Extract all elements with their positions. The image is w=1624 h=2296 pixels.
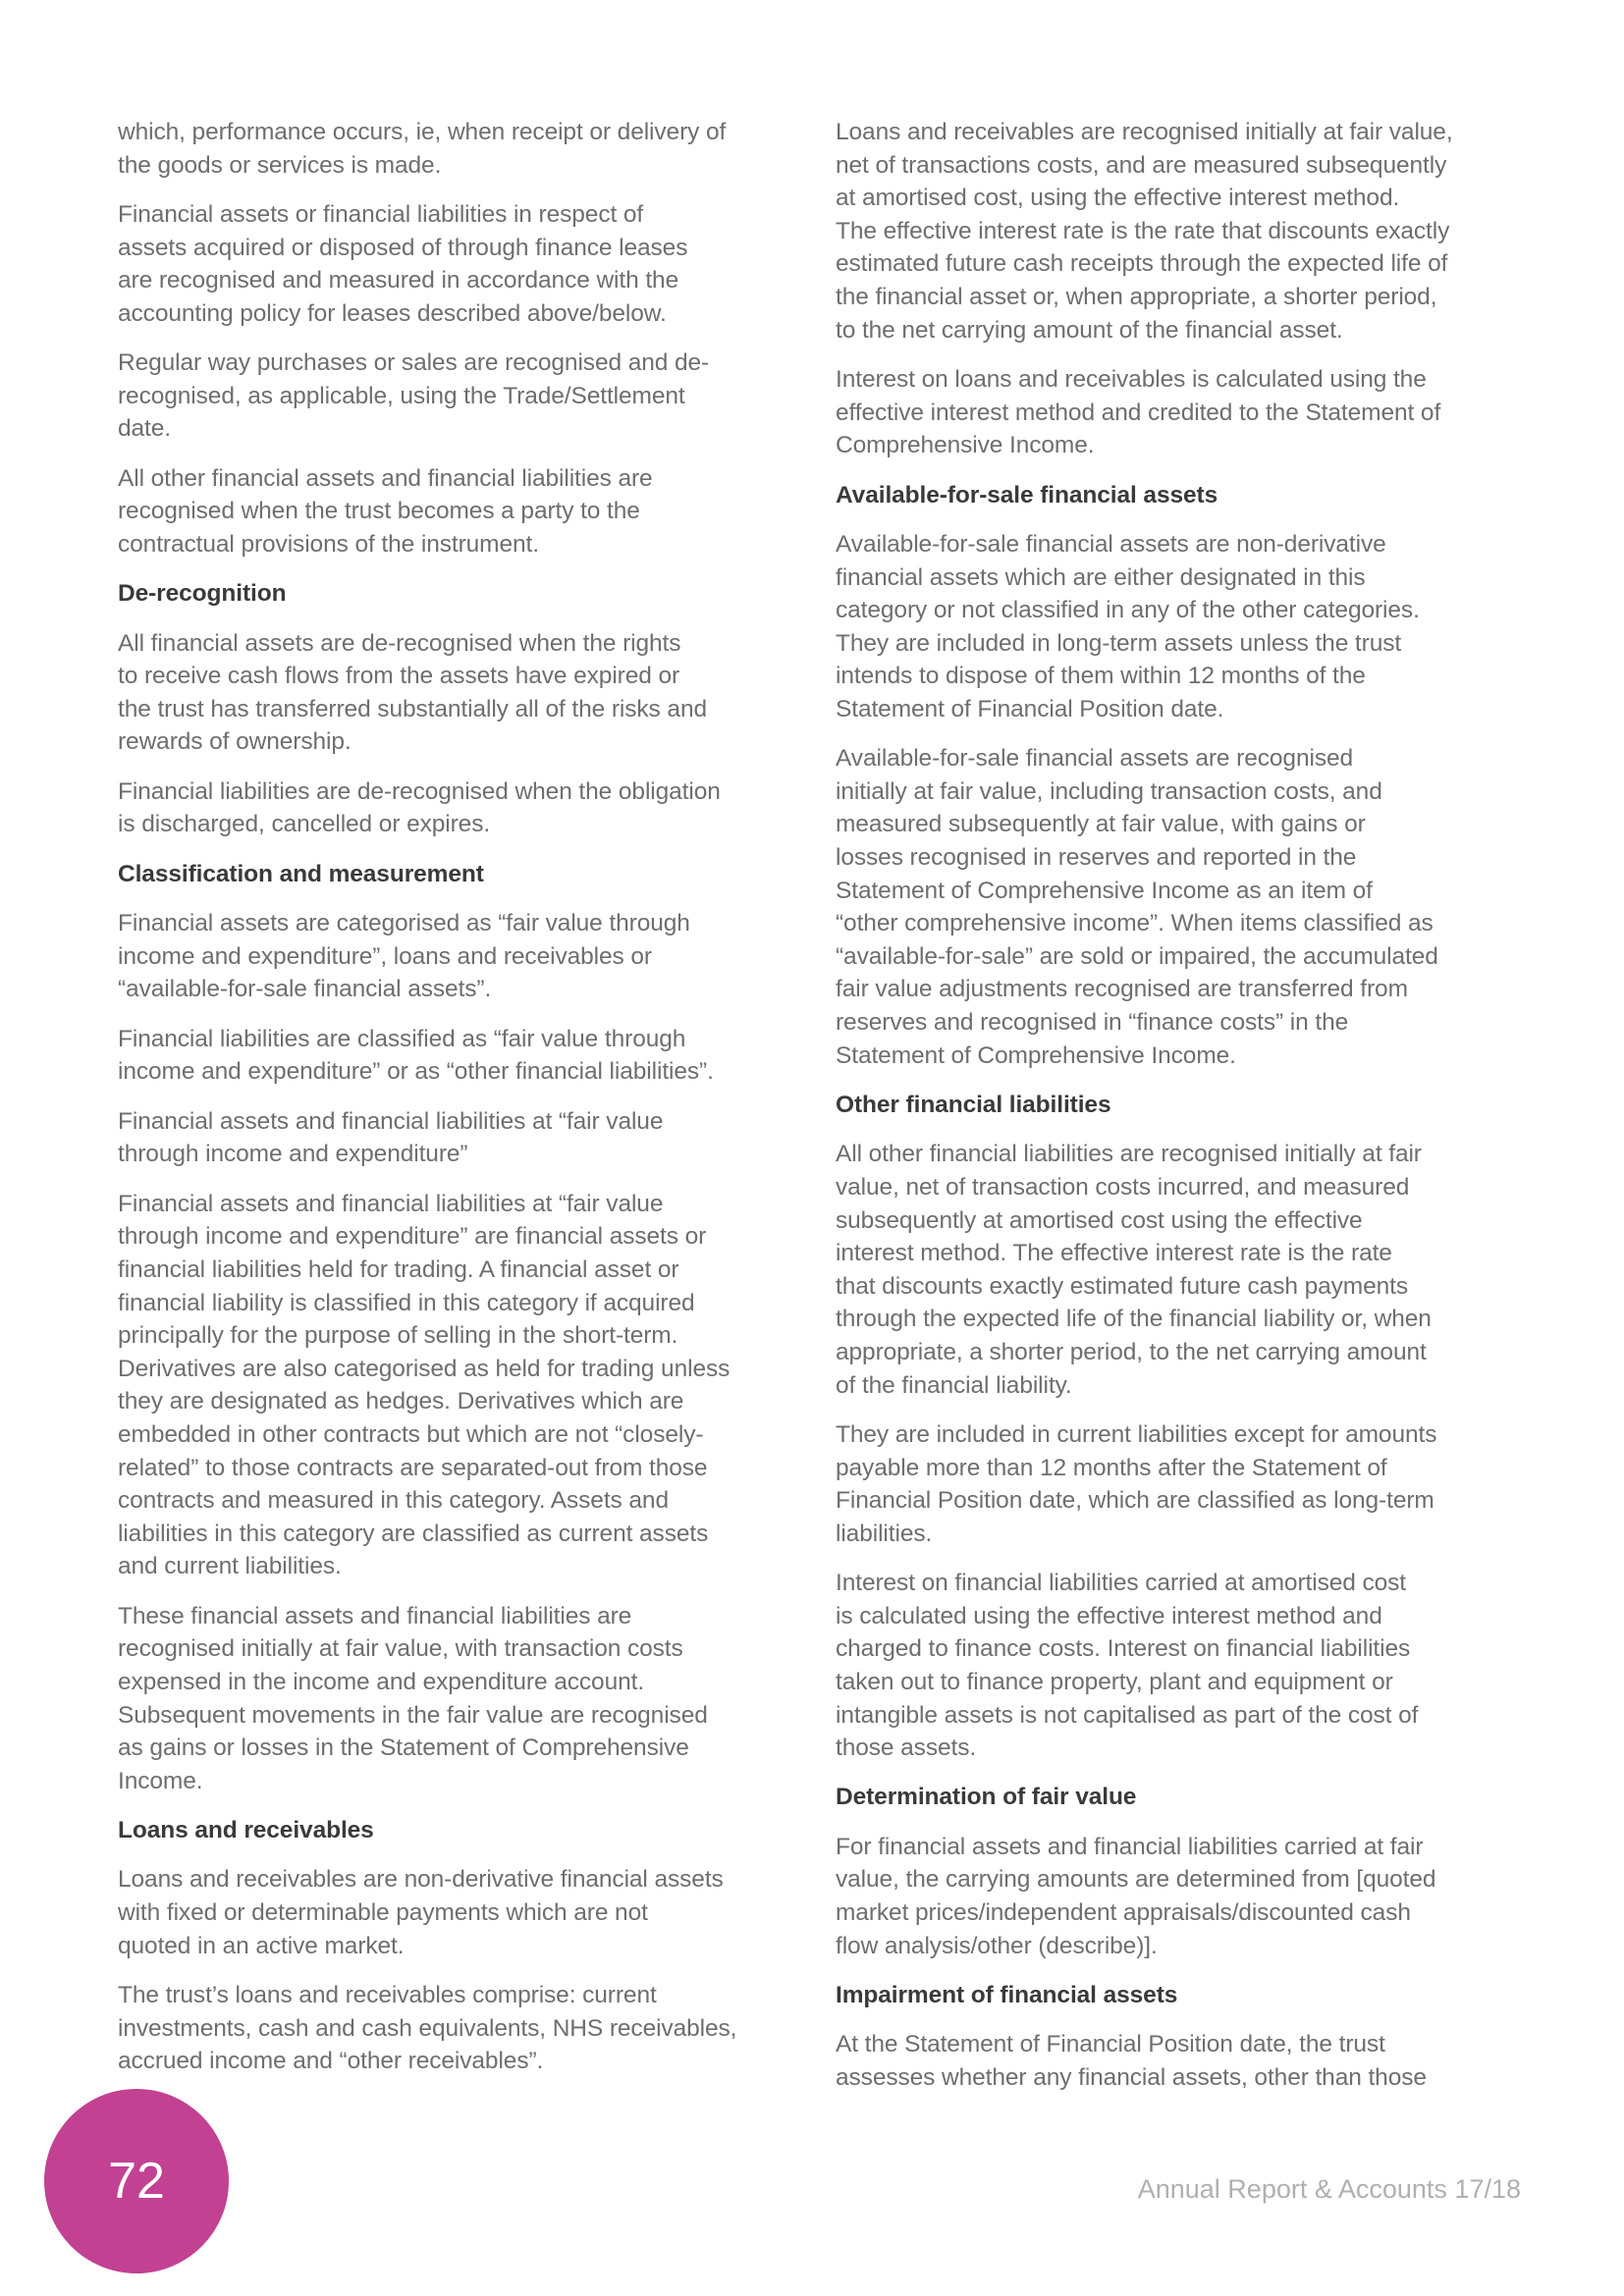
text-line: Financial Position date, which are classified as long-term	[836, 1487, 1435, 1515]
text-line: Subsequent movements in the fair value are recognised	[118, 1701, 708, 1729]
paragraph	[836, 116, 1543, 347]
text-line: which, performance occurs, ie, when receipt or delivery of	[118, 119, 727, 145]
text-line: accounting policy for leases described above/below.	[118, 299, 667, 327]
text-line: is calculated using the effective interest method and	[836, 1602, 1382, 1629]
text-line: payable more than 12 months after the Statement of	[836, 1454, 1387, 1481]
paragraph	[118, 1979, 825, 2078]
text-line: and current liabilities.	[118, 1553, 342, 1580]
right-column	[836, 116, 1543, 2110]
text-line: income and expenditure”, loans and receivables or	[118, 942, 652, 970]
text-line: financial liability is classified in this category if acquired	[118, 1289, 695, 1316]
text-line: contractual provisions of the instrument.	[118, 530, 539, 558]
text-line: financial liabilities held for trading. A financial asset or	[118, 1255, 679, 1283]
text-line: appropriate, a shorter period, to the net carrying amount	[836, 1338, 1427, 1365]
text-line: is discharged, cancelled or expires.	[118, 811, 491, 838]
text-line: “other comprehensive income”. When items classified as	[836, 910, 1434, 937]
paragraph	[836, 2028, 1543, 2094]
section-heading	[118, 858, 825, 891]
paragraph	[118, 116, 825, 182]
text-line: assesses whether any financial assets, other than those	[836, 2064, 1427, 2092]
text-line: The trust’s loans and receivables comprise: current	[118, 1982, 657, 2009]
text-line: Financial liabilities are de-recognised when the obligation	[118, 777, 721, 805]
text-line: of the financial liability.	[836, 1371, 1072, 1399]
text-line: are recognised and measured in accordance with the	[118, 267, 679, 294]
text-line: De-recognition	[118, 580, 287, 608]
text-line: liabilities in this category are classified as current assets	[118, 1520, 709, 1547]
text-line: at amortised cost, using the effective interest method.	[836, 185, 1400, 212]
section-heading	[118, 1814, 825, 1847]
text-line: date.	[118, 415, 171, 443]
text-line: Financial assets and financial liabilities at “fair value	[118, 1107, 664, 1135]
text-line: Loans and receivables are recognised initially at fair value,	[836, 119, 1453, 145]
text-line: flow analysis/other (describe)].	[836, 1932, 1158, 1959]
paragraph	[836, 528, 1543, 726]
text-line: Loans and receivables are non-derivative financial assets	[118, 1866, 724, 1894]
text-line: effective interest method and credited to the Statement of	[836, 399, 1441, 426]
text-line: liabilities.	[836, 1520, 933, 1547]
text-line: estimated future cash receipts through the expected life of	[836, 250, 1448, 278]
section-heading	[836, 1979, 1543, 2012]
paragraph	[118, 775, 825, 841]
paragraph	[118, 627, 825, 759]
text-line: the goods or services is made.	[118, 151, 442, 179]
text-line: intends to dispose of them within 12 months of the	[836, 663, 1366, 690]
text-line: rewards of ownership.	[118, 728, 352, 756]
text-line: accrued income and “other receivables”.	[118, 2048, 544, 2075]
text-line: quoted in an active market.	[118, 1932, 405, 1959]
text-line: Financial liabilities are classified as “fair value through	[118, 1025, 686, 1052]
text-line: Regular way purchases or sales are recognised and de-	[118, 349, 710, 377]
text-line: with fixed or determinable payments which are not	[118, 1899, 648, 1927]
paragraph	[118, 462, 825, 561]
text-line: embedded in other contracts but which are not “closely-	[118, 1420, 704, 1448]
text-line: Interest on loans and receivables is calculated using the	[836, 365, 1427, 393]
paragraph	[118, 1105, 825, 1171]
paragraph	[836, 1567, 1543, 1765]
text-line: investments, cash and cash equivalents, NHS receivables,	[118, 2014, 737, 2042]
text-line: contracts and measured in this category. Assets and	[118, 1487, 669, 1515]
text-line: “available-for-sale” are sold or impaired, the accumulated	[836, 942, 1438, 970]
left-column	[118, 116, 825, 2095]
section-heading	[836, 1781, 1543, 1814]
text-line: through income and expenditure” are financial assets or	[118, 1223, 707, 1251]
text-line: they are designated as hedges. Derivatives which are	[118, 1388, 684, 1415]
text-line: Statement of Comprehensive Income as an item of	[836, 877, 1373, 904]
text-line: recognised when the trust becomes a party to the	[118, 498, 640, 525]
text-line: Available-for-sale financial assets are non-derivative	[836, 530, 1386, 558]
text-line: Available-for-sale financial assets are recognised	[836, 745, 1354, 773]
text-line: Classification and measurement	[118, 860, 484, 887]
text-line: reserves and recognised in “finance costs” in the	[836, 1009, 1349, 1037]
text-line: Financial assets are categorised as “fair value through	[118, 910, 690, 937]
text-line: interest method. The effective interest rate is the rate	[836, 1240, 1392, 1267]
text-line: financial assets which are either designated in this	[836, 563, 1366, 591]
text-line: net of transactions costs, and are measured subsequently	[836, 151, 1447, 179]
paragraph	[836, 1418, 1543, 1550]
text-line: “available-for-sale financial assets”.	[118, 976, 492, 1003]
text-line: The effective interest rate is the rate that discounts exactly	[836, 217, 1450, 244]
text-line: to the net carrying amount of the financial asset.	[836, 316, 1343, 344]
text-line: Statement of Financial Position date.	[836, 695, 1224, 722]
text-line: charged to finance costs. Interest on financial liabilities	[836, 1635, 1411, 1663]
text-line: Interest on financial liabilities carried at amortised cost	[836, 1570, 1407, 1597]
text-line: value, the carrying amounts are determined from [quoted	[836, 1866, 1436, 1894]
paragraph	[118, 347, 825, 446]
paragraph	[118, 1600, 825, 1798]
text-line: Derivatives are also categorised as held for trading unless	[118, 1355, 731, 1382]
text-line: to receive cash flows from the assets have expired or	[118, 663, 680, 690]
text-line: expensed in the income and expenditure account.	[118, 1668, 645, 1695]
text-line: the financial asset or, when appropriate, a shorter period,	[836, 283, 1437, 310]
text-line: through the expected life of the financial liability or, when	[836, 1306, 1432, 1333]
text-line: category or not classified in any of the other categories.	[836, 597, 1420, 624]
text-line: At the Statement of Financial Position date, the trust	[836, 2031, 1385, 2058]
text-line: Loans and receivables	[118, 1817, 374, 1844]
text-line: as gains or losses in the Statement of Comprehensive	[118, 1735, 689, 1762]
paragraph	[836, 742, 1543, 1072]
paragraph	[118, 1863, 825, 1962]
text-line: losses recognised in reserves and reported in the	[836, 844, 1357, 872]
section-heading	[836, 1089, 1543, 1122]
text-line: related” to those contracts are separated-out from those	[118, 1454, 708, 1481]
text-line: recognised, as applicable, using the Trade/Settlement	[118, 382, 685, 409]
page-number: 72	[108, 2153, 165, 2210]
paragraph	[118, 198, 825, 330]
text-line: Available-for-sale financial assets	[836, 481, 1218, 508]
text-line: taken out to finance property, plant and equipment or	[836, 1668, 1393, 1695]
text-line: those assets.	[836, 1735, 977, 1762]
text-line: These financial assets and financial liabilities are	[118, 1602, 632, 1629]
text-line: initially at fair value, including transaction costs, and	[836, 777, 1382, 805]
paragraph	[836, 1138, 1543, 1402]
paragraph	[118, 1188, 825, 1583]
text-line: intangible assets is not capitalised as part of the cost of	[836, 1701, 1419, 1729]
text-line: income and expenditure” or as “other financial liabilities”.	[118, 1058, 714, 1086]
text-line: Financial assets or financial liabilities in respect of	[118, 200, 644, 228]
paragraph	[118, 907, 825, 1006]
text-line: through income and expenditure”	[118, 1141, 468, 1168]
text-line: They are included in long-term assets unless the trust	[836, 629, 1402, 657]
paragraph	[836, 1831, 1543, 1962]
text-line: Other financial liabilities	[836, 1092, 1111, 1119]
paragraph	[836, 363, 1543, 462]
text-line: All other financial liabilities are recognised initially at fair	[836, 1141, 1422, 1168]
text-line: Statement of Comprehensive Income.	[836, 1041, 1236, 1069]
text-line: They are included in current liabilities except for amounts	[836, 1420, 1437, 1448]
text-line: principally for the purpose of selling in the short-term.	[118, 1322, 678, 1350]
text-line: market prices/independent appraisals/discounted cash	[836, 1899, 1411, 1927]
page-number-badge	[44, 2089, 229, 2273]
text-line: All other financial assets and financial liabilities are	[118, 464, 653, 492]
text-line: the trust has transferred substantially all of the risks and	[118, 695, 707, 722]
text-line: measured subsequently at fair value, with gains or	[836, 811, 1366, 838]
section-heading	[836, 479, 1543, 512]
text-line: Determination of fair value	[836, 1784, 1137, 1811]
text-line: All financial assets are de-recognised when the rights	[118, 629, 681, 657]
text-line: Financial assets and financial liabilities at “fair value	[118, 1190, 664, 1217]
text-line: subsequently at amortised cost using the effective	[836, 1206, 1363, 1234]
text-line: recognised initially at fair value, with transaction costs	[118, 1635, 683, 1663]
text-line: that discounts exactly estimated future cash payments	[836, 1272, 1408, 1300]
text-line: Income.	[118, 1767, 203, 1794]
section-heading	[118, 577, 825, 611]
text-line: assets acquired or disposed of through finance leases	[118, 234, 688, 261]
text-line: fair value adjustments recognised are transferred from	[836, 976, 1408, 1003]
text-line: value, net of transaction costs incurred, and measured	[836, 1174, 1410, 1201]
paragraph	[118, 1023, 825, 1089]
footer-publication-title: Annual Report & Accounts 17/18	[1137, 2174, 1521, 2204]
text-line: Comprehensive Income.	[836, 432, 1095, 459]
text-line: For financial assets and financial liabilities carried at fair	[836, 1833, 1424, 1860]
text-line: Impairment of financial assets	[836, 1982, 1178, 2009]
